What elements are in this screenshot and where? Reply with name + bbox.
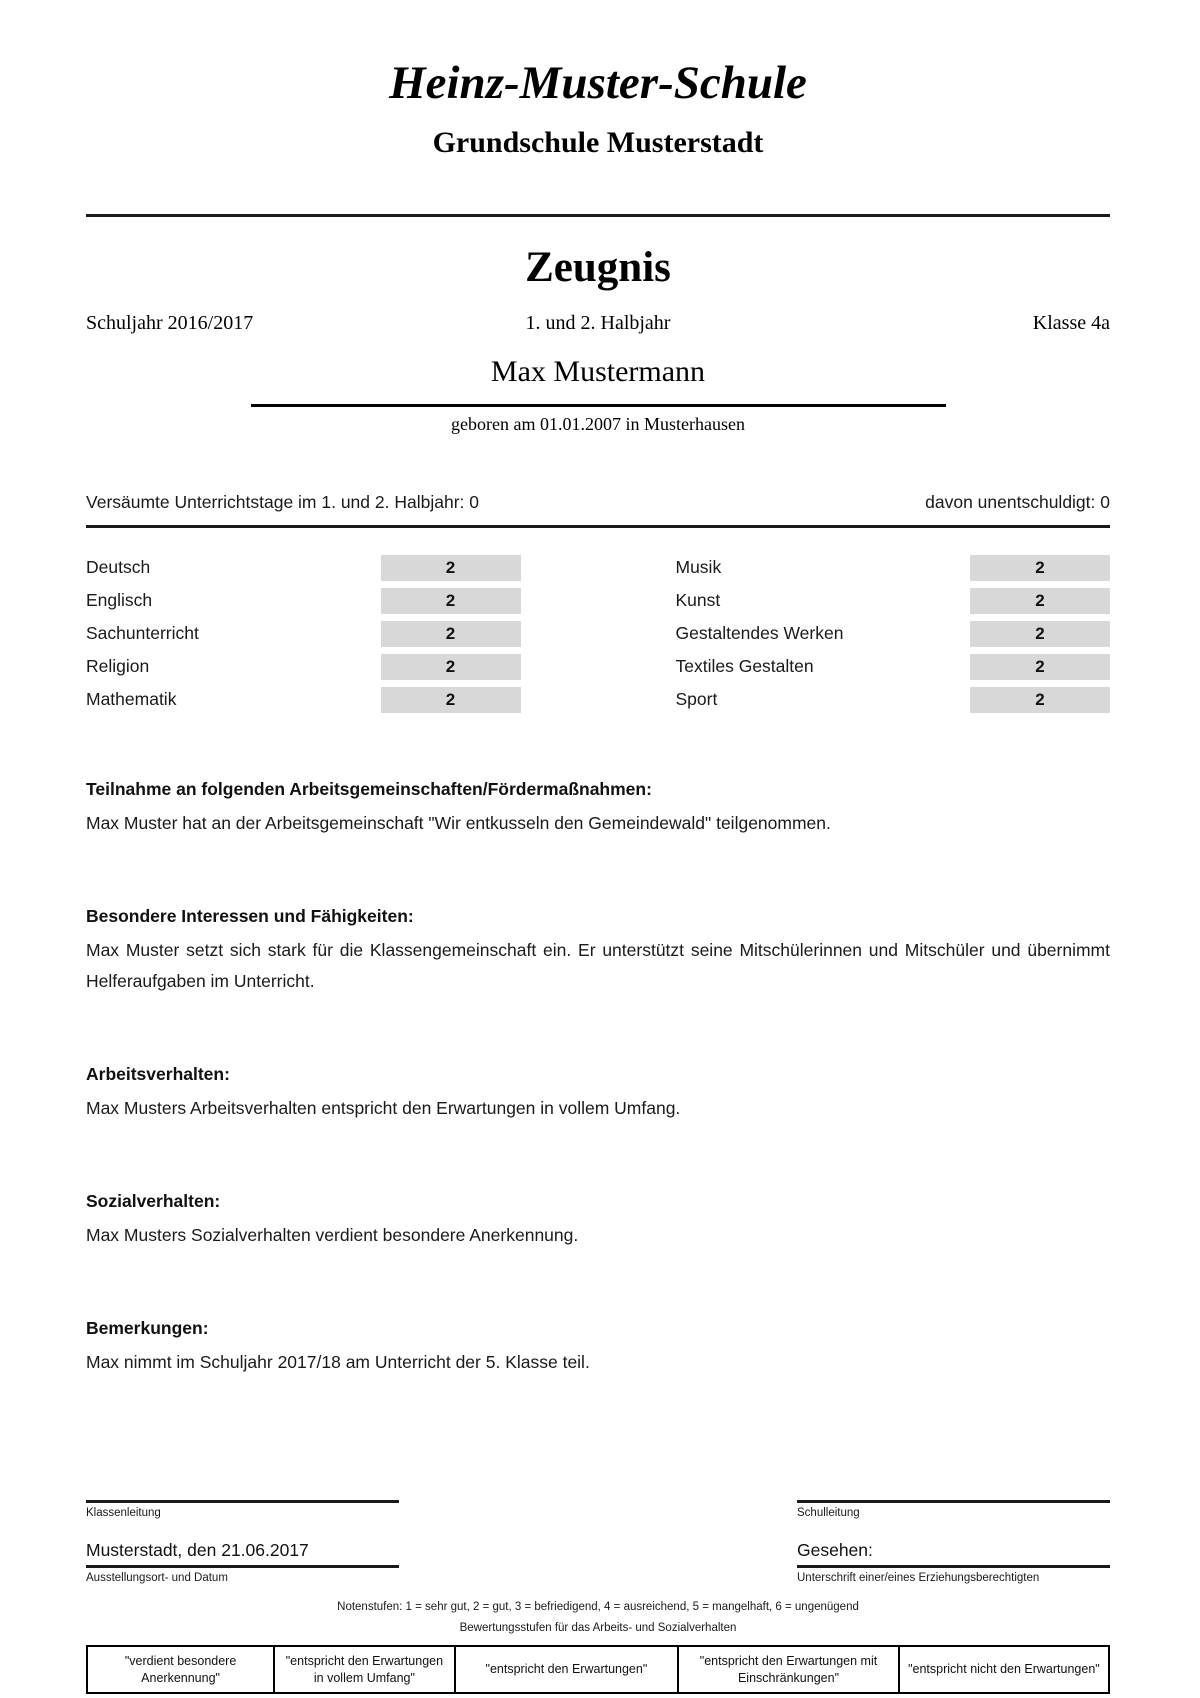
behavior-level-cell: "verdient besondere Anerkennung" <box>87 1646 274 1693</box>
subject-label: Englisch <box>86 590 153 611</box>
signature-label-erziehungsberechtigte: Unterschrift einer/eines Erziehungsberechtigten <box>797 1572 1040 1585</box>
subject-label: Textiles Gestalten <box>675 656 814 677</box>
grade-box: 2 <box>381 555 521 581</box>
signature-line-klassenleitung <box>86 1500 399 1503</box>
section-heading: Sozialverhalten: <box>86 1191 221 1212</box>
section-besondere-interessen <box>86 906 1110 997</box>
class-label: Klasse 4a <box>1032 312 1110 335</box>
grade-box: 2 <box>970 555 1110 581</box>
section-body: Max nimmt im Schuljahr 2017/18 am Unterricht der 5. Klasse teil. <box>86 1352 590 1373</box>
signature-column-right <box>797 1500 1110 1584</box>
grade-row <box>676 551 1111 584</box>
behavior-scale-note: Bewertungsstufen für das Arbeits- und Sozialverhalten <box>459 1622 737 1635</box>
section-arbeitsgemeinschaften <box>86 779 1110 839</box>
subject-label: Religion <box>86 656 150 677</box>
grade-row <box>86 650 521 683</box>
grade-row <box>676 650 1111 683</box>
subject-label: Mathematik <box>86 689 177 710</box>
section-bemerkungen <box>86 1318 1110 1378</box>
subject-label: Sachunterricht <box>86 623 199 644</box>
grade-box: 2 <box>970 621 1110 647</box>
seen-label: Gesehen: <box>797 1540 1110 1568</box>
document-title: Zeugnis <box>525 244 671 292</box>
section-body: Max Musters Sozialverhalten verdient besondere Anerkennung. <box>86 1225 579 1246</box>
birth-info: geboren am 01.01.2007 in Musterhausen <box>451 414 745 435</box>
subject-label: Musik <box>675 557 722 578</box>
school-type: Grundschule Musterstadt <box>432 126 764 160</box>
section-body: Max Muster hat an der Arbeitsgemeinschaft "Wir entkusseln den Gemeindewald" teilgenommen. <box>86 813 831 834</box>
grade-row <box>86 584 521 617</box>
subject-label: Kunst <box>675 590 721 611</box>
school-year-label: Schuljahr 2016/2017 <box>86 312 254 335</box>
attendance-unexcused: davon unentschuldigt: 0 <box>925 492 1110 513</box>
grade-box: 2 <box>381 588 521 614</box>
attendance-missed: Versäumte Unterrichtstage im 1. und 2. Halbjahr: 0 <box>86 492 479 513</box>
document-header <box>86 0 1110 292</box>
grade-row <box>676 617 1111 650</box>
signature-label-ausstellungsort: Ausstellungsort- und Datum <box>86 1572 228 1585</box>
subject-label: Sport <box>675 689 718 710</box>
school-name: Heinz-Muster-Schule <box>389 57 807 109</box>
subject-label: Deutsch <box>86 557 151 578</box>
grades-column-left <box>86 551 521 716</box>
section-sozialverhalten <box>86 1191 1110 1251</box>
grade-row <box>676 584 1111 617</box>
grade-box: 2 <box>381 621 521 647</box>
behavior-level-cell: "entspricht den Erwartungen in vollem Umfang" <box>274 1646 454 1693</box>
grade-box: 2 <box>970 654 1110 680</box>
grade-row <box>676 683 1111 716</box>
attendance-row <box>86 492 1110 513</box>
section-arbeitsverhalten <box>86 1064 1110 1124</box>
signature-line-schulleitung <box>797 1500 1110 1503</box>
grading-scale-note: Notenstufen: 1 = sehr gut, 2 = gut, 3 = befriedigend, 4 = ausreichend, 5 = mangelhaft, 6 = ungenügend <box>337 1601 859 1614</box>
behavior-level-cell: "entspricht den Erwartungen mit Einschränkungen" <box>678 1646 899 1693</box>
issue-place-date: Musterstadt, den 21.06.2017 <box>86 1540 399 1568</box>
subject-label: Gestaltendes Werken <box>675 623 844 644</box>
section-heading: Bemerkungen: <box>86 1318 209 1339</box>
grades-table <box>86 551 1110 716</box>
grade-box: 2 <box>381 654 521 680</box>
signature-label-klassenleitung: Klassenleitung <box>86 1507 161 1520</box>
signature-area <box>86 1500 1110 1584</box>
student-name-underline <box>251 404 946 407</box>
grades-column-right <box>676 551 1111 716</box>
grade-row <box>86 551 521 584</box>
semester-label: 1. und 2. Halbjahr <box>525 312 671 335</box>
student-name: Max Mustermann <box>490 355 706 389</box>
section-heading: Besondere Interessen und Fähigkeiten: <box>86 906 414 927</box>
behavior-levels-row <box>87 1646 1109 1693</box>
signature-label-schulleitung: Schulleitung <box>797 1507 860 1520</box>
behavior-levels-table <box>86 1645 1110 1694</box>
grade-row <box>86 683 521 716</box>
section-body: Max Muster setzt sich stark für die Klassengemeinschaft ein. Er unterstützt seine Mitschülerinnen und Mitschüler und übernimmt Helferaufgaben im Unterricht. <box>86 940 1110 992</box>
grade-box: 2 <box>970 687 1110 713</box>
header-divider <box>86 214 1110 217</box>
section-heading: Teilnahme an folgenden Arbeitsgemeinschaften/Fördermaßnahmen: <box>86 779 652 800</box>
section-body: Max Musters Arbeitsverhalten entspricht den Erwartungen in vollem Umfang. <box>86 1098 681 1119</box>
attendance-divider <box>86 525 1110 528</box>
behavior-level-cell: "entspricht nicht den Erwartungen" <box>899 1646 1109 1693</box>
grade-row <box>86 617 521 650</box>
grade-box: 2 <box>381 687 521 713</box>
behavior-level-cell: "entspricht den Erwartungen" <box>455 1646 679 1693</box>
meta-row <box>86 312 1110 335</box>
section-heading: Arbeitsverhalten: <box>86 1064 230 1085</box>
signature-column-left <box>86 1500 399 1584</box>
grade-box: 2 <box>970 588 1110 614</box>
